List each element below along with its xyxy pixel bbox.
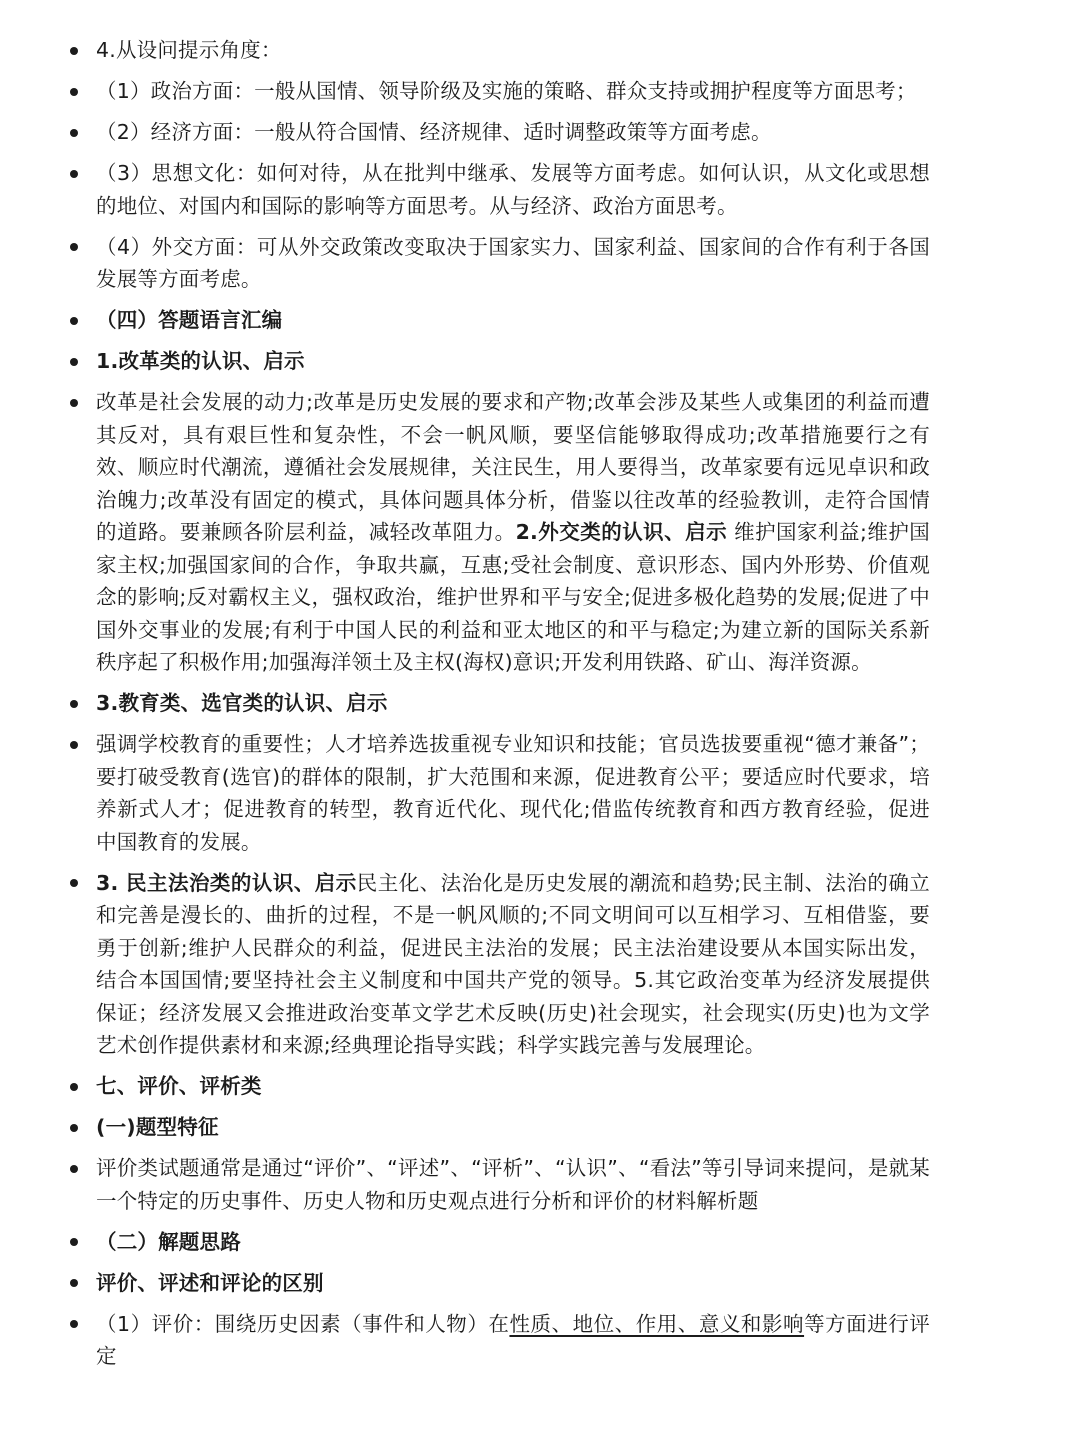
text-segment: 性质、地位、作用、意义和影响 bbox=[509, 1311, 805, 1336]
list-item bbox=[68, 1226, 930, 1259]
bullet-dot-icon bbox=[70, 1083, 78, 1091]
bullet-list bbox=[68, 34, 930, 1373]
list-item bbox=[68, 728, 930, 858]
bold-text-segment: (一)题型特征 bbox=[96, 1115, 219, 1139]
bullet-dot-icon bbox=[70, 879, 78, 887]
text-segment: 评价类试题通常是通过“评价”、“评述”、“评析”、“认识”、“看法”等引导词来提问，是就某一个特定的历史事件、历史人物和历史观点进行分析和评价的材料解析题 bbox=[96, 1156, 930, 1213]
text-segment: 等方面进行评定 bbox=[96, 1311, 930, 1368]
text-segment: （1）评价：围绕历史因素（事件和人物）在 bbox=[96, 1311, 510, 1336]
list-item bbox=[68, 867, 930, 1062]
list-item bbox=[68, 386, 930, 679]
list-item bbox=[68, 304, 930, 337]
bullet-dot-icon bbox=[70, 88, 78, 96]
bullet-dot-icon bbox=[70, 47, 78, 55]
text-segment: 维护国家利益;维护国家主权;加强国家间的合作，争取共赢，互惠;受社会制度、意识形态、国内外形势、价值观念的影响;反对霸权主义，强权政治，维护世界和平与安全;促进多极化趋势的发展;促进了中国外交事业的发展;有利于中国人民的利益和亚太地区的和平与稳定;为建立新的国际关系新秩序起了积极作用;加强海洋领土及主权(海权)意识;开发利用铁路、矿山、海洋资源。 bbox=[96, 520, 930, 674]
bullet-dot-icon bbox=[70, 1238, 78, 1246]
bullet-dot-icon bbox=[70, 700, 78, 708]
bold-text-segment: 3.教育类、选官类的认识、启示 bbox=[96, 691, 388, 715]
text-segment: （1）政治方面：一般从国情、领导阶级及实施的策略、群众支持或拥护程度等方面思考； bbox=[96, 79, 917, 103]
list-item bbox=[68, 687, 930, 720]
bullet-dot-icon bbox=[70, 1165, 78, 1173]
text-segment: （4）外交方面：可从外交政策改变取决于国家实力、国家利益、国家间的合作有利于各国发展等方面考虑。 bbox=[96, 234, 930, 291]
bold-text-segment: （二）解题思路 bbox=[96, 1229, 241, 1254]
bold-text-segment: 2.外交类的认识、启示 bbox=[515, 520, 728, 544]
list-item bbox=[68, 1152, 930, 1217]
list-item bbox=[68, 1308, 930, 1373]
bullet-dot-icon bbox=[70, 243, 78, 251]
bullet-dot-icon bbox=[70, 170, 78, 178]
list-item bbox=[68, 1070, 930, 1103]
bullet-dot-icon bbox=[70, 129, 78, 137]
list-item bbox=[68, 1267, 930, 1300]
bullet-dot-icon bbox=[70, 1279, 78, 1287]
list-item bbox=[68, 157, 930, 222]
bullet-dot-icon bbox=[70, 741, 78, 749]
bold-text-segment: 3. 民主法治类的认识、启示 bbox=[96, 870, 357, 895]
text-segment: 改革是社会发展的动力;改革是历史发展的要求和产物;改革会涉及某些人或集团的利益而遭其反对，具有艰巨性和复杂性，不会一帆风顺，要坚信能够取得成功;改革措施要行之有效、顺应时代潮流，遵循社会发展规律，关注民生，用人要得当，改革家要有远见卓识和政治魄力;改革没有固定的模式，具体问题具体分析，借鉴以往改革的经验教训，走符合国情的道路。要兼顾各阶层利益，减轻改革阻力。 bbox=[96, 390, 930, 544]
bullet-dot-icon bbox=[70, 1124, 78, 1132]
list-item bbox=[68, 1111, 930, 1144]
bullet-dot-icon bbox=[70, 317, 78, 325]
bullet-dot-icon bbox=[70, 399, 78, 407]
bold-text-segment: 1.改革类的认识、启示 bbox=[96, 349, 305, 373]
list-item bbox=[68, 75, 930, 108]
text-segment: 4.从设问提示角度： bbox=[96, 38, 282, 62]
bullet-dot-icon bbox=[70, 1320, 78, 1328]
bold-text-segment: 评价、评述和评论的区别 bbox=[96, 1270, 324, 1295]
list-item bbox=[68, 345, 930, 378]
text-segment: （2）经济方面：一般从符合国情、经济规律、适时调整政策等方面考虑。 bbox=[96, 120, 772, 144]
text-segment: 强调学校教育的重要性；人才培养选拔重视专业知识和技能；官员选拔要重视“德才兼备”；要打破受教育(选官)的群体的限制，扩大范围和来源，促进教育公平；要适应时代要求，培养新式人才；促进教育的转型，教育近代化、现代化;借监传统教育和西方教育经验，促进中国教育的发展。 bbox=[96, 732, 930, 854]
list-item bbox=[68, 34, 930, 67]
text-segment: （3）思想文化：如何对待，从在批判中继承、发展等方面考虑。如何认识，从文化或思想的地位、对国内和国际的影响等方面思考。从与经济、政治方面思考。 bbox=[96, 161, 930, 218]
bold-text-segment: （四）答题语言汇编 bbox=[96, 308, 283, 332]
bullet-dot-icon bbox=[70, 358, 78, 366]
text-segment: 民主化、法治化是历史发展的潮流和趋势;民主制、法治的确立和完善是漫长的、曲折的过程，不是一帆风顺的;不同文明间可以互相学习、互相借鉴，要勇于创新;维护人民群众的利益，促进民主法治的发展；民主法治建设要从本国实际出发，结合本国国情;要坚持社会主义制度和中国共产党的领导。5.其它政治变革为经济发展提供保证；经济发展又会推进政治变革文学艺术反映(历史)社会现实，社会现实(历史)也为文学艺术创作提供素材和来源;经典理论指导实践；科学实践完善与发展理论。 bbox=[96, 870, 930, 1057]
bold-text-segment: 七、评价、评析类 bbox=[96, 1074, 262, 1098]
list-item bbox=[68, 116, 930, 149]
list-item bbox=[68, 231, 930, 296]
